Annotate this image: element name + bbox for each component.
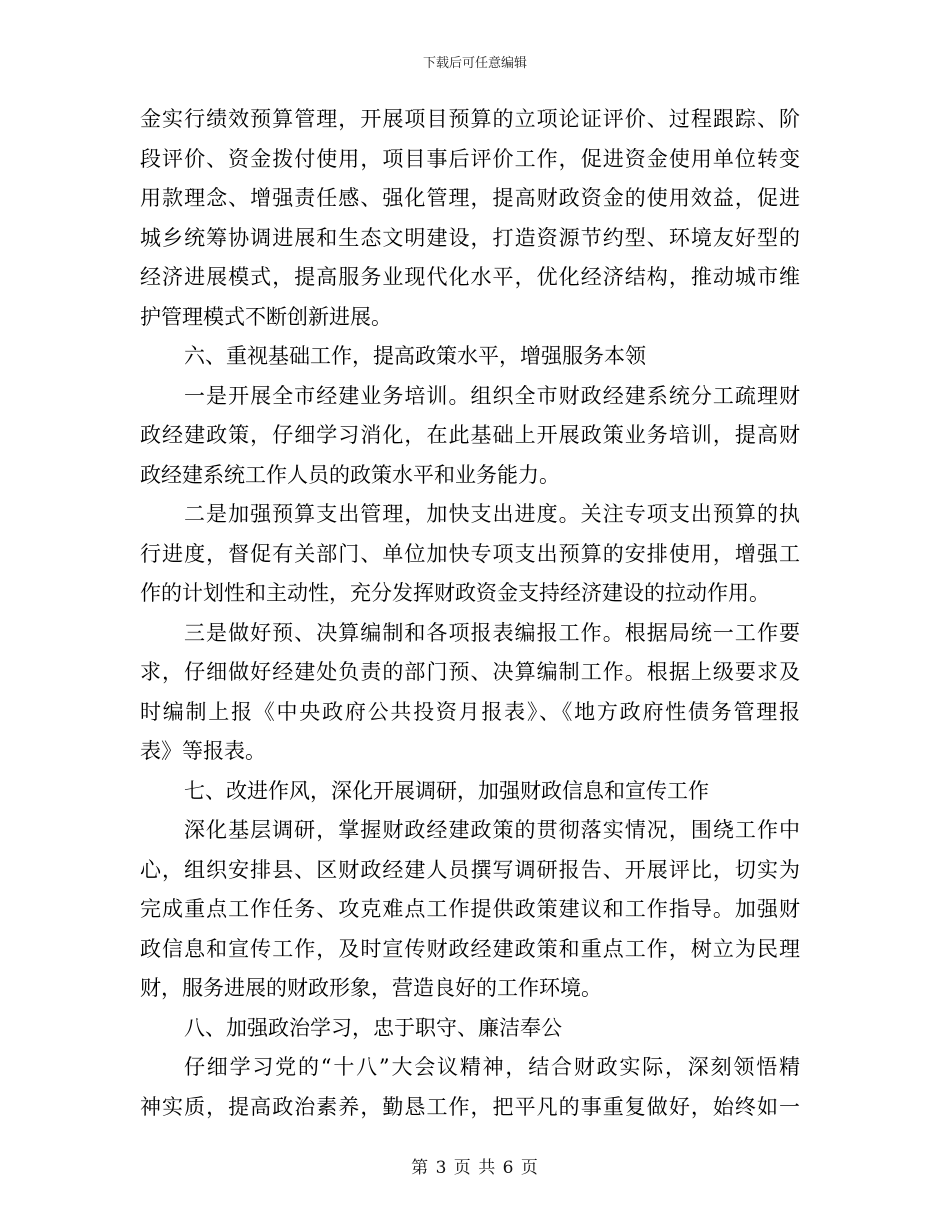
text-line: 三是做好预、决算编制和各项报表编报工作。根据局统一工作要 bbox=[184, 620, 800, 645]
text-line: 财，服务进展的财政形象，营造良好的工作环境。 bbox=[140, 976, 602, 1000]
text-line: 表》等报表。 bbox=[140, 739, 266, 763]
text-line: 一是开展全市经建业务培训。组织全市财政经建系统分工疏理财 bbox=[184, 383, 800, 408]
section-heading-7: 七、改进作风，深化开展调研，加强财政信息和宣传工作 bbox=[184, 778, 709, 803]
section-heading-6: 六、重视基础工作，提高政策水平，增强服务本领 bbox=[184, 344, 646, 368]
text-line: 政信息和宣传工作，及时宣传财政经建政策和重点工作，树立为民理 bbox=[140, 936, 800, 961]
text-line: 经济进展模式，提高服务业现代化水平，优化经济结构，推动城市维 bbox=[140, 265, 800, 289]
text-line: 行进度，督促有关部门、单位加快专项支出预算的安排使用，增强工 bbox=[140, 541, 800, 566]
text-line: 完成重点工作任务、攻克难点工作提供政策建议和工作指导。加强财 bbox=[140, 897, 800, 921]
page-header-note: 下载后可任意编辑 bbox=[422, 56, 527, 71]
text-line: 政经建系统工作人员的政策水平和业务能力。 bbox=[140, 462, 560, 487]
text-line: 时编制上报《中央政府公共投资月报表》、《地方政府性债务管理报 bbox=[140, 699, 800, 724]
page-number-footer: 第 3 页 共 6 页 bbox=[411, 1158, 539, 1178]
text-line: 段评价、资金拨付使用，项目事后评价工作，促进资金使用单位转变 bbox=[140, 146, 800, 171]
text-line: 政经建政策，仔细学习消化，在此基础上开展政策业务培训，提高财 bbox=[140, 423, 800, 447]
text-line: 用款理念、增强责任感、强化管理，提高财政资金的使用效益，促进 bbox=[140, 186, 800, 210]
text-line: 求，仔细做好经建处负责的部门预、决算编制工作。根据上级要求及 bbox=[140, 660, 800, 684]
document-body bbox=[140, 100, 800, 1127]
text-line: 神实质，提高政治素养，勤恳工作，把平凡的事重复做好，始终如一 bbox=[140, 1094, 800, 1119]
text-line: 仔细学习党的“十八”大会议精神，结合财政实际，深刻领悟精 bbox=[184, 1055, 800, 1079]
text-line: 金实行绩效预算管理，开展项目预算的立项论证评价、过程跟踪、阶 bbox=[140, 107, 800, 131]
text-line: 二是加强预算支出管理，加快支出进度。关注专项支出预算的执 bbox=[184, 502, 800, 526]
section-heading-8: 八、加强政治学习，忠于职守、廉洁奉公 bbox=[184, 1015, 562, 1040]
text-line: 作的计划性和主动性，充分发挥财政资金支持经济建设的拉动作用。 bbox=[140, 581, 770, 605]
text-line: 心，组织安排县、区财政经建人员撰写调研报告、开展评比，切实为 bbox=[140, 857, 800, 882]
text-line: 护管理模式不断创新进展。 bbox=[140, 304, 392, 329]
text-line: 深化基层调研，掌握财政经建政策的贯彻落实情况，围绕工作中 bbox=[184, 818, 800, 842]
text-line: 城乡统筹协调进展和生态文明建设，打造资源节约型、环境友好型的 bbox=[140, 225, 800, 250]
